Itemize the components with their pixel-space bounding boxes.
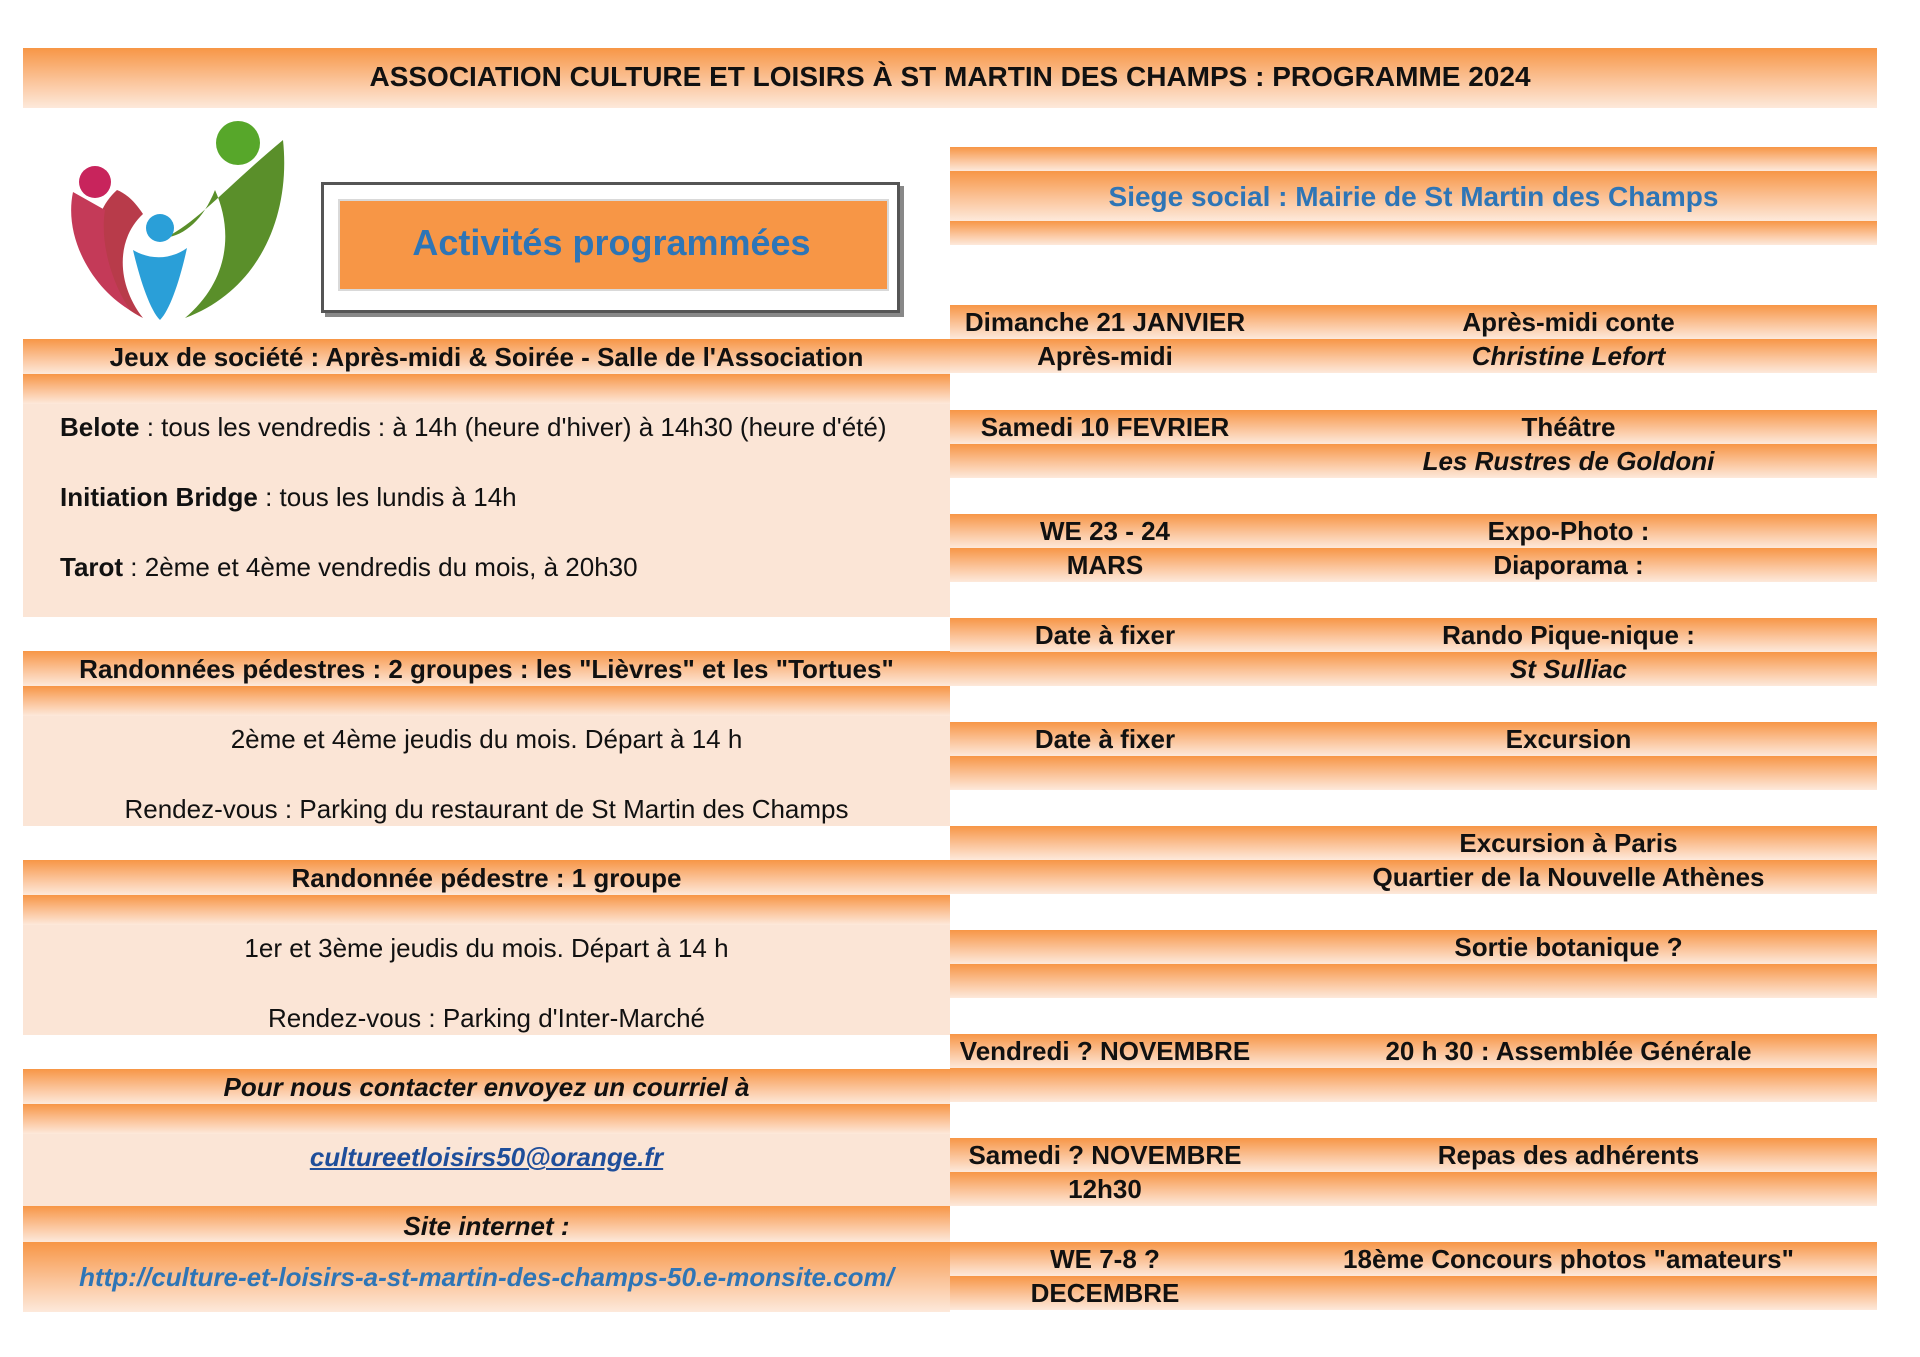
event-title: Rando Pique-nique : bbox=[1442, 620, 1695, 650]
bridge-line bbox=[60, 480, 517, 514]
event-date: Vendredi ? NOVEMBRE bbox=[959, 1036, 1251, 1066]
event-date: 12h30 bbox=[1068, 1174, 1142, 1204]
rando2-subband bbox=[23, 686, 950, 716]
tarot-label: Tarot bbox=[60, 552, 124, 582]
event-title: Repas des adhérents bbox=[1437, 1140, 1700, 1170]
event-date: Date à fixer bbox=[1034, 724, 1176, 754]
association-logo bbox=[55, 120, 290, 325]
contact-title: Pour nous contacter envoyez un courriel à bbox=[223, 1072, 750, 1102]
siege-label: Siege social : Mairie de St Martin des Champs bbox=[1108, 181, 1719, 212]
event-title: Sortie botanique ? bbox=[1454, 932, 1683, 962]
rando1-title: Randonnée pédestre : 1 groupe bbox=[291, 863, 682, 893]
rando1-line1: 1er et 3ème jeudis du mois. Départ à 14 h bbox=[244, 933, 729, 963]
belote-label: Belote bbox=[60, 412, 140, 442]
event-date: Après-midi bbox=[1037, 341, 1173, 371]
jeux-subband bbox=[23, 374, 950, 404]
rando2-title: Randonnées pédestres : 2 groupes : les "Lièvres" et les "Tortues" bbox=[79, 654, 894, 684]
event-title: 18ème Concours photos "amateurs" bbox=[1343, 1244, 1794, 1274]
email-link[interactable]: cultureetloisirs50@orange.fr bbox=[309, 1142, 664, 1172]
jeux-title: Jeux de société : Après-midi & Soirée - Salle de l'Association bbox=[109, 342, 864, 372]
event-date: WE 23 - 24 bbox=[1039, 516, 1171, 546]
contact-subband bbox=[23, 1104, 950, 1134]
tarot-line bbox=[60, 550, 638, 584]
event-subtitle: St Sulliac bbox=[1509, 654, 1628, 684]
event-date: Date à fixer bbox=[1034, 620, 1176, 650]
bridge-label: Initiation Bridge bbox=[60, 482, 258, 512]
bridge-text: : tous les lundis à 14h bbox=[257, 482, 517, 512]
email-line bbox=[23, 1140, 950, 1174]
page-title: ASSOCIATION CULTURE ET LOISIRS À ST MARTIN DES CHAMPS : PROGRAMME 2024 bbox=[369, 61, 1531, 92]
rando2-line1: 2ème et 4ème jeudis du mois. Départ à 14 h bbox=[230, 724, 743, 754]
siege-band-bottom bbox=[950, 221, 1877, 245]
event-title: Excursion bbox=[1505, 724, 1632, 754]
belote-line bbox=[60, 410, 887, 444]
event-title: 20 h 30 : Assemblée Générale bbox=[1385, 1036, 1752, 1066]
event-title: Après-midi conte bbox=[1462, 307, 1675, 337]
event-date: Samedi ? NOVEMBRE bbox=[968, 1140, 1242, 1170]
event-title: Expo-Photo : bbox=[1487, 516, 1650, 546]
event-subtitle: Quartier de la Nouvelle Athènes bbox=[1372, 862, 1765, 892]
rando1-subband bbox=[23, 895, 950, 925]
site-url[interactable]: http://culture-et-loisirs-a-st-martin-des-champs-50.e-monsite.com/ bbox=[79, 1262, 894, 1292]
event-date: MARS bbox=[1066, 550, 1144, 580]
rando2-line2: Rendez-vous : Parking du restaurant de St Martin des Champs bbox=[124, 794, 849, 824]
event-date: Dimanche 21 JANVIER bbox=[964, 307, 1246, 337]
event-subtitle: Les Rustres de Goldoni bbox=[1422, 446, 1715, 476]
event-date: WE 7-8 ? bbox=[1050, 1244, 1160, 1274]
belote-text: : tous les vendredis : à 14h (heure d'hiver) à 14h30 (heure d'été) bbox=[139, 412, 887, 442]
rando1-line2: Rendez-vous : Parking d'Inter-Marché bbox=[267, 1003, 706, 1033]
event-title: Théâtre bbox=[1521, 412, 1616, 442]
siege-band-top bbox=[950, 147, 1877, 171]
event-date: Samedi 10 FEVRIER bbox=[980, 412, 1230, 442]
activities-label: Activités programmées bbox=[412, 222, 811, 263]
event-subtitle: Diaporama : bbox=[1493, 550, 1644, 580]
event-date: DECEMBRE bbox=[1030, 1278, 1180, 1308]
tarot-text: : 2ème et 4ème vendredis du mois, à 20h30 bbox=[123, 552, 638, 582]
event-subtitle: Christine Lefort bbox=[1471, 341, 1666, 371]
event-title: Excursion à Paris bbox=[1459, 828, 1678, 858]
site-label: Site internet : bbox=[403, 1211, 570, 1241]
